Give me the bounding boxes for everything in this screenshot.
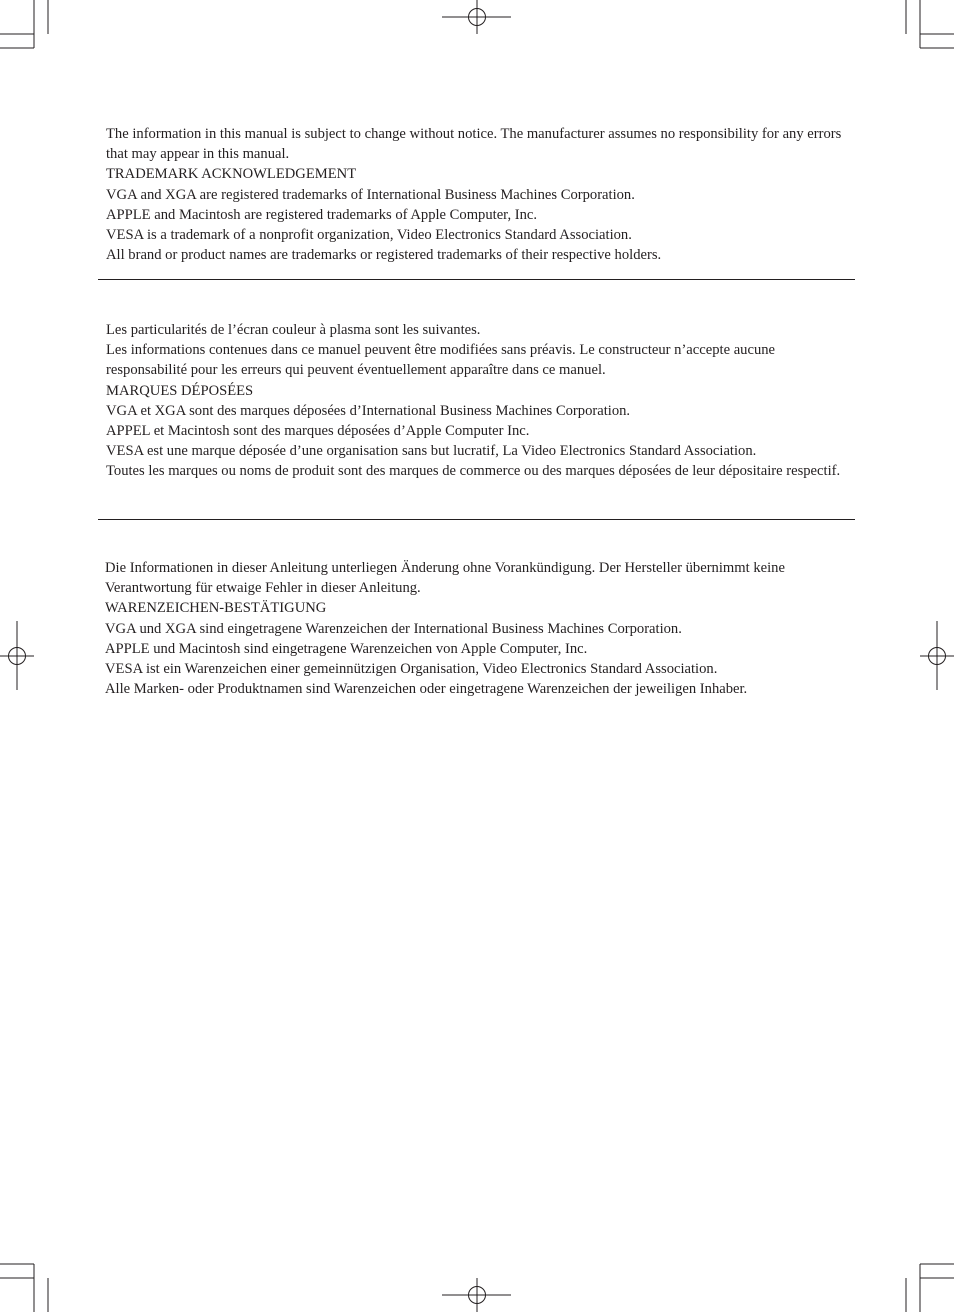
french-trademark-apple: APPEL et Macintosh sont des marques déposées d’Apple Computer Inc.	[106, 423, 530, 440]
german-trademark-vesa: VESA ist ein Warenzeichen einer gemeinnützigen Organisation, Video Electronics Standard Association.	[105, 661, 718, 678]
french-trademark-general: Toutes les marques ou noms de produit sont des marques de commerce ou des marques déposées de leur dépositaire respectif.	[106, 463, 841, 480]
section-divider-2	[98, 519, 855, 520]
german-trademark-heading: WARENZEICHEN-BESTÄTIGUNG	[105, 600, 327, 617]
english-trademark-general: All brand or product names are trademarks or registered trademarks of their respective holders.	[106, 247, 662, 264]
english-trademark-heading: TRADEMARK ACKNOWLEDGEMENT	[106, 166, 357, 183]
german-trademark-ibm: VGA und XGA sind eingetragene Warenzeichen der International Business Machines Corporation.	[105, 620, 682, 637]
registration-mark-right	[920, 621, 954, 690]
german-disclaimer: Die Informationen in dieser Anleitung unterliegen Änderung ohne Vorankündigung. Der Hersteller übernimmt keine Verantwortung für etwaige Fehler in dieser Anleitung.	[105, 560, 785, 597]
french-disclaimer: Les informations contenues dans ce manuel peuvent être modifiées sans préavis. Le constructeur n’accepte aucune responsabilité pour les erreurs qui peuvent éventuellement apparaître dans ce manuel.	[106, 342, 776, 379]
german-notice-section	[105, 558, 855, 699]
french-notice-section	[106, 320, 854, 482]
english-trademark-apple: APPLE and Macintosh are registered trademarks of Apple Computer, Inc.	[106, 206, 538, 223]
english-trademark-vesa: VESA is a trademark of a nonprofit organization, Video Electronics Standard Association.	[106, 227, 632, 244]
section-divider-1	[98, 279, 855, 280]
registration-mark-bottom	[442, 1278, 511, 1312]
german-trademark-general: Alle Marken- oder Produktnamen sind Warenzeichen oder eingetragene Warenzeichen der jeweiligen Inhaber.	[105, 681, 748, 698]
french-trademark-vesa: VESA est une marque déposée d’une organisation sans but lucratif, La Video Electronics Standard Association.	[106, 443, 757, 460]
german-trademark-apple: APPLE und Macintosh sind eingetragene Warenzeichen von Apple Computer, Inc.	[105, 640, 588, 657]
english-notice-section	[106, 124, 854, 265]
french-intro: Les particularités de l’écran couleur à plasma sont les suivantes.	[106, 322, 481, 338]
english-disclaimer: The information in this manual is subject to change without notice. The manufacturer assumes no responsibility for any errors that may appear in this manual.	[106, 126, 842, 163]
french-trademark-heading: MARQUES DÉPOSÉES	[106, 382, 254, 399]
french-trademark-ibm: VGA et XGA sont des marques déposées d’International Business Machines Corporation.	[106, 402, 631, 419]
english-trademark-ibm: VGA and XGA are registered trademarks of International Business Machines Corporation.	[106, 186, 635, 203]
registration-mark-left	[0, 621, 34, 690]
registration-mark-top	[442, 0, 511, 34]
